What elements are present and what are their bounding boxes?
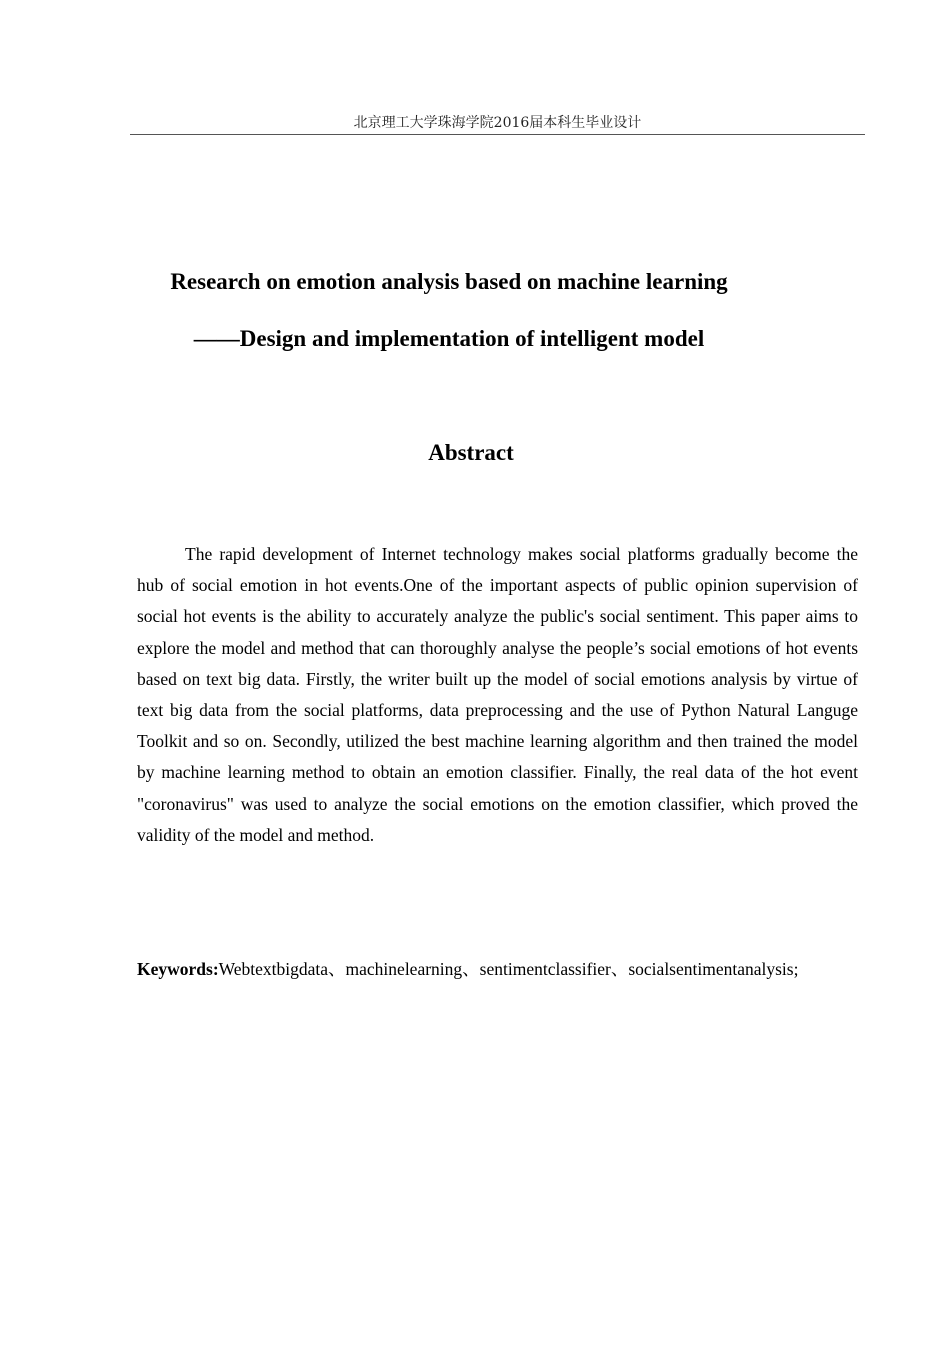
keywords-label: Keywords: (137, 959, 219, 979)
abstract-heading: Abstract (428, 440, 514, 465)
keywords-line (137, 955, 858, 983)
page-header: 北京理工大学珠海学院2016届本科生毕业设计 (130, 113, 865, 135)
thesis-subtitle: ——Design and implementation of intelligent model (193, 326, 705, 351)
abstract-body: The rapid development of Internet technology makes social platforms gradually become the hub of social emotion in hot events.One of the important aspects of public opinion supervision of social hot events is the ability to accurately analyze the public's social sentiment. This paper aims to explore the model and method that can thoroughly analyse the people’s social emotions of hot events based on text big data. Firstly, the writer built up the model of social emotions analysis by virtue of text big data from the social platforms, data preprocessing and the use of Python Natural Languge Toolkit and so on. Secondly, utilized the best machine learning algorithm and then trained the model by machine learning method to obtain an emotion classifier. Finally, the real data of the hot event "coronavirus" was used to analyze the social emotions on the emotion classifier, which proved the validity of the model and method. (137, 544, 858, 845)
keywords-value: Webtextbigdata、machinelearning、sentimentclassifier、socialsentimentanalysis; (218, 959, 799, 979)
thesis-title: Research on emotion analysis based on machine learning (170, 269, 728, 294)
